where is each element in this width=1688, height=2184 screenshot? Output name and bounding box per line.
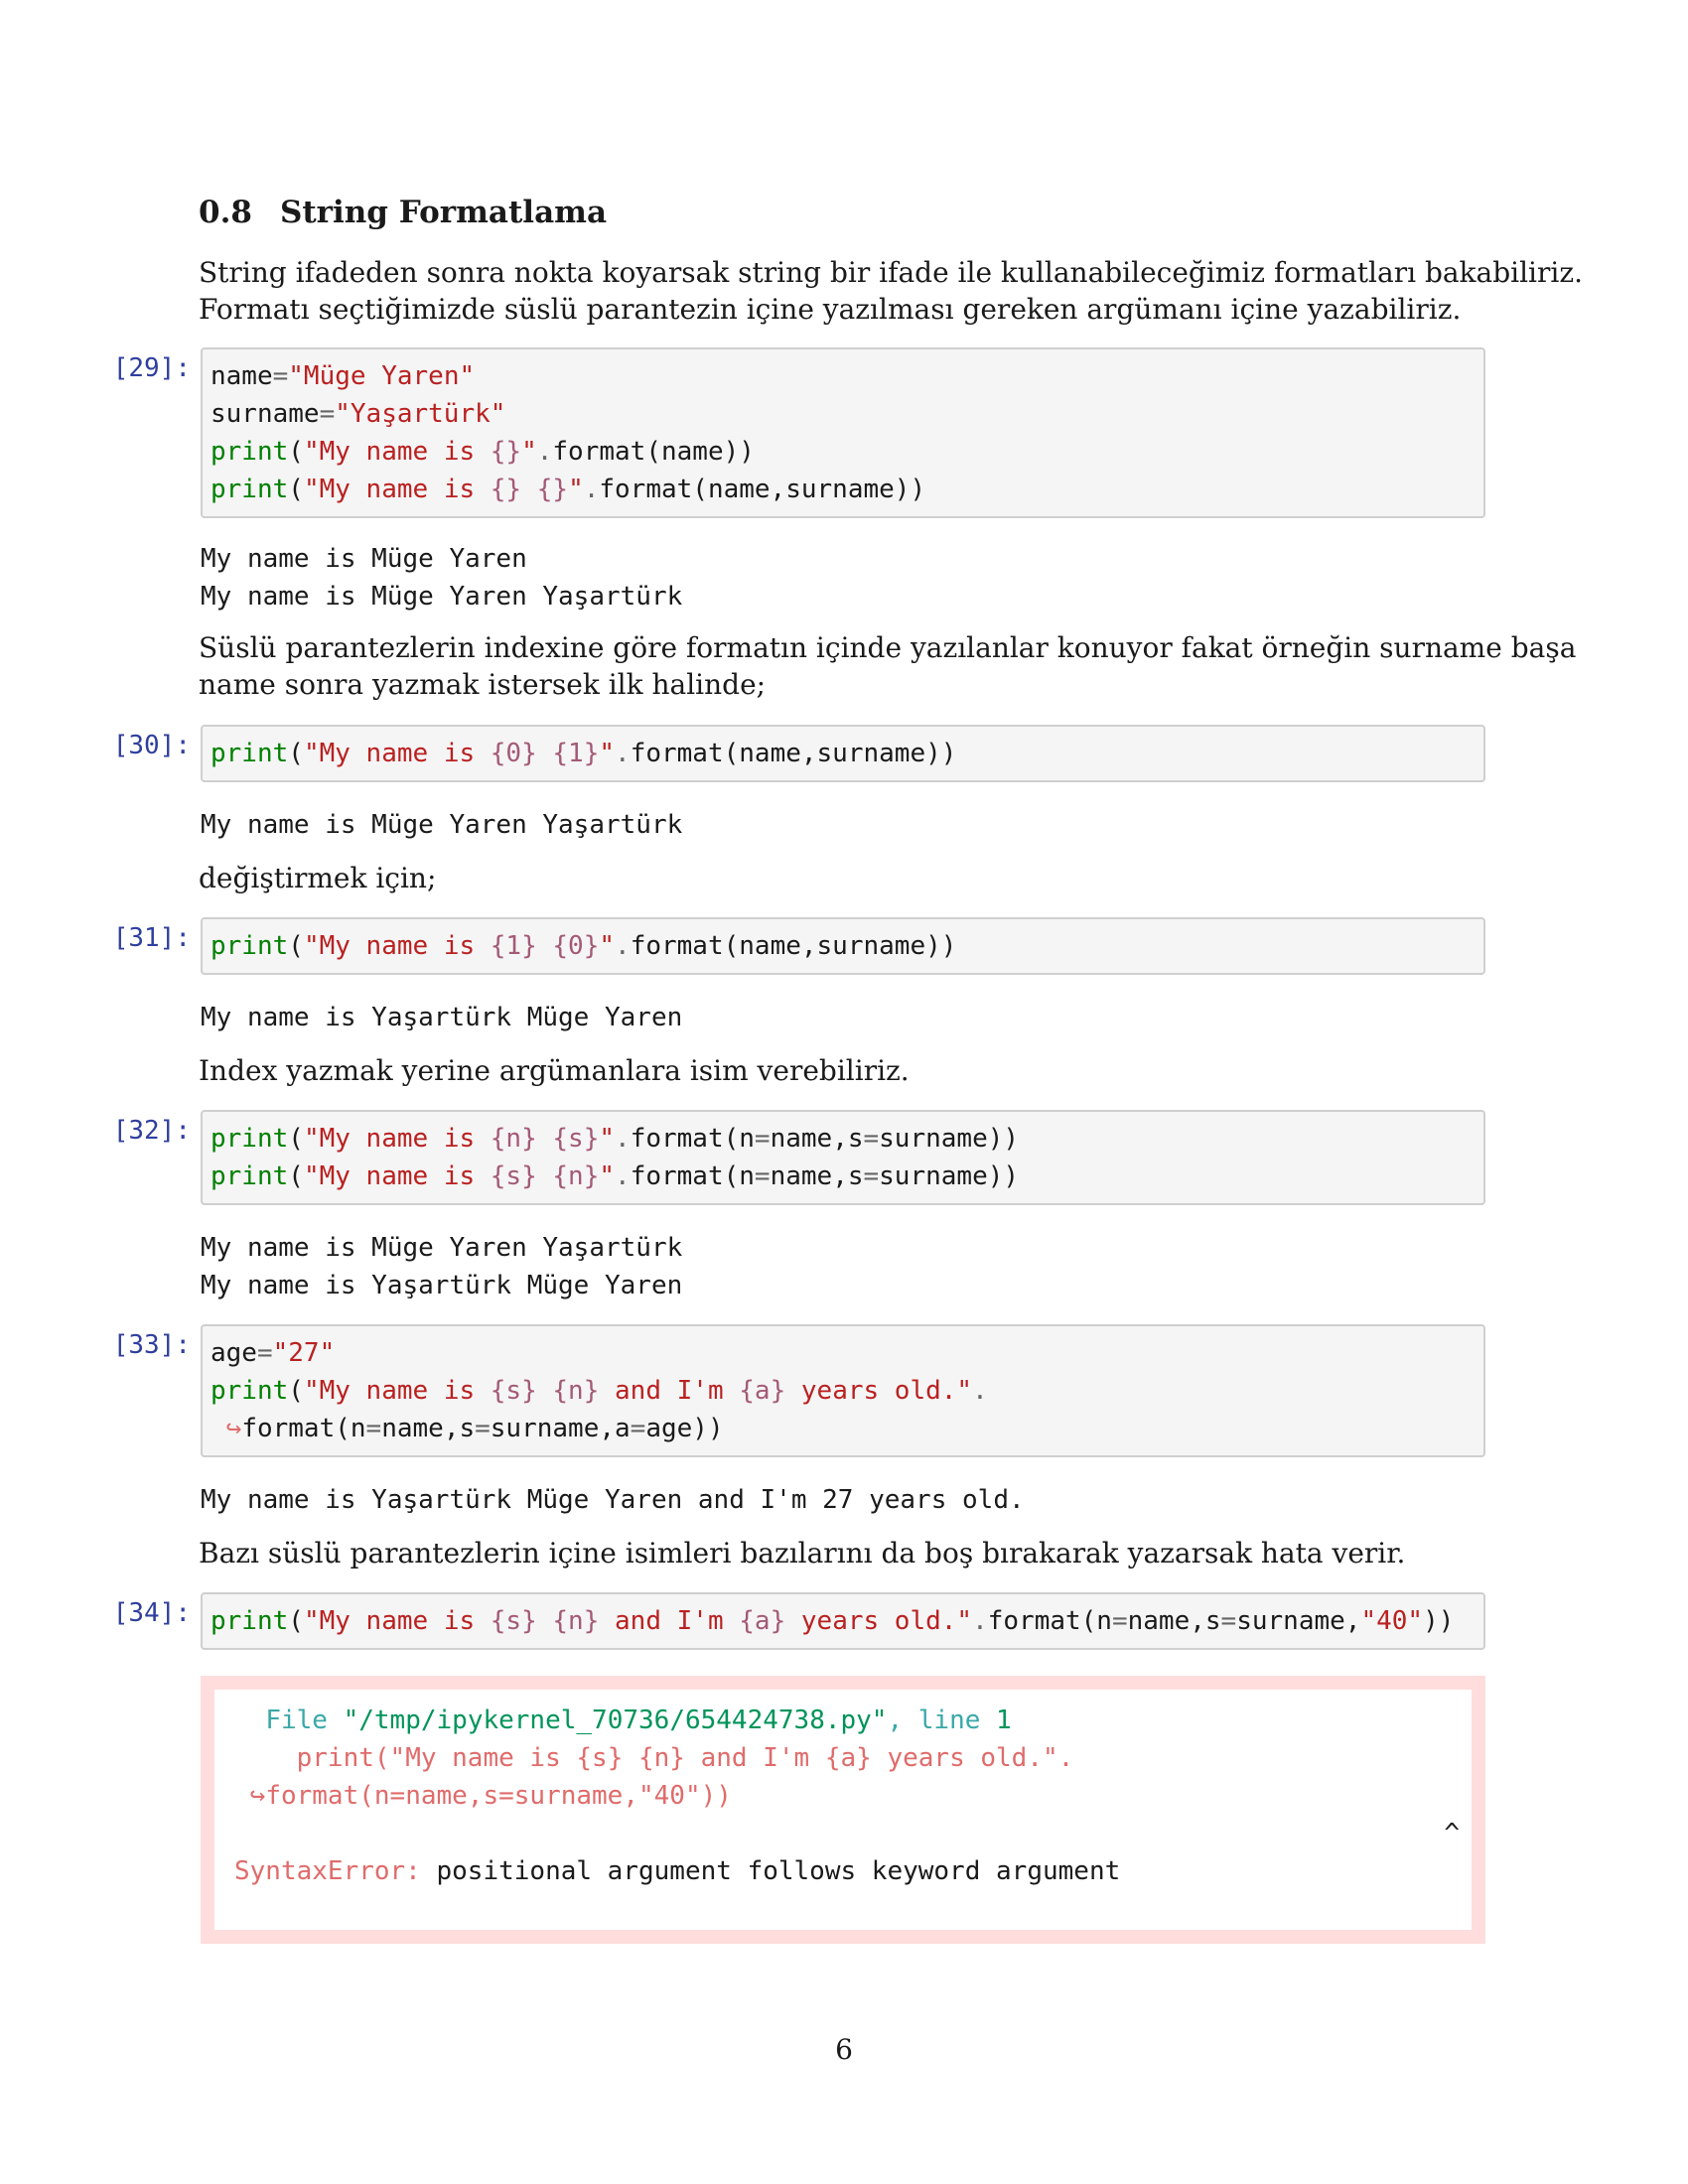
line-wrap-arrow-icon: ↪ bbox=[225, 1414, 242, 1443]
text-line: Index yazmak yerine argümanlara isim verebiliriz. bbox=[199, 1054, 910, 1087]
text-line: Süslü parantezlerin indexine göre formatın içinde yazılanlar konuyor fakat örneğin surname başa bbox=[199, 631, 1577, 664]
line-wrap-arrow-icon: ↪ bbox=[249, 1781, 266, 1811]
output-line: My name is Yaşartürk Müge Yaren bbox=[201, 1271, 683, 1300]
cell-prompt-33: [33]: bbox=[112, 1330, 191, 1360]
text-paragraph-4 bbox=[199, 1535, 1485, 1571]
text-paragraph-3 bbox=[199, 1052, 1485, 1089]
output-30 bbox=[201, 806, 682, 844]
section-title: String Formatlama bbox=[279, 195, 608, 230]
traceback-file-line: File "/tmp/ipykernel_70736/654424738.py", line 1 bbox=[265, 1706, 1012, 1735]
output-31 bbox=[201, 999, 682, 1036]
text-line: name sonra yazmak istersek ilk halinde; bbox=[199, 668, 767, 701]
text-line: Bazı süslü parantezlerin içine isimleri bazılarını da boş bırakarak yazarsak hata verir. bbox=[199, 1537, 1406, 1570]
cell-prompt-29: [29]: bbox=[112, 353, 191, 383]
code-cell-32[interactable]: print("My name is {n} {s}".format(n=name,s=surname)) print("My name is {s} {n}".format(n=name,s=surname)) bbox=[201, 1110, 1485, 1205]
output-line: My name is Müge Yaren Yaşartürk bbox=[201, 810, 683, 840]
output-line: My name is Müge Yaren bbox=[201, 544, 527, 574]
code-cell-30[interactable]: print("My name is {0} {1}".format(name,surname)) bbox=[201, 725, 1485, 782]
text-line: değiştirmek için; bbox=[199, 862, 437, 894]
error-traceback bbox=[214, 1690, 1472, 1930]
traceback-code-continuation: ↪format(n=name,s=surname,"40")) bbox=[249, 1781, 732, 1811]
output-32 bbox=[201, 1229, 682, 1304]
cell-prompt-30: [30]: bbox=[112, 731, 191, 760]
cell-prompt-31: [31]: bbox=[112, 923, 191, 953]
cell-prompt-34: [34]: bbox=[112, 1598, 191, 1628]
output-line: My name is Müge Yaren Yaşartürk bbox=[201, 1233, 683, 1263]
output-line: My name is Müge Yaren Yaşartürk bbox=[201, 582, 683, 612]
code-cell-31[interactable]: print("My name is {1} {0}".format(name,surname)) bbox=[201, 917, 1485, 975]
section-heading bbox=[199, 195, 607, 230]
output-line: My name is Yaşartürk Müge Yaren and I'm 27 years old. bbox=[201, 1485, 1025, 1515]
intro-line-2: Formatı seçtiğimizde süslü parantezin içine yazılması gereken argümanı içine yazabiliriz. bbox=[199, 293, 1462, 326]
code-cell-29[interactable]: name="Müge Yaren" surname="Yaşartürk" print("My name is {}".format(name)) print("My name is {} {}".format(name,surname)) bbox=[201, 347, 1485, 518]
section-number: 0.8 bbox=[199, 195, 252, 230]
code-cell-33[interactable]: age="27" print("My name is {s} {n} and I'm {a} years old.". ↪format(n=name,s=surname,a=age)) bbox=[201, 1324, 1485, 1457]
text-paragraph-2 bbox=[199, 860, 1485, 896]
text-paragraph-1 bbox=[199, 629, 1577, 703]
intro-line-1: String ifadeden sonra nokta koyarsak string bir ifade ile kullanabileceğimiz formatları bakabiliriz. bbox=[199, 256, 1583, 289]
code-cell-34[interactable]: print("My name is {s} {n} and I'm {a} years old.".format(n=name,s=surname,"40")) bbox=[201, 1592, 1485, 1650]
intro-paragraph bbox=[199, 254, 1583, 328]
cell-prompt-32: [32]: bbox=[112, 1116, 191, 1146]
error-output bbox=[201, 1676, 1485, 1944]
error-caret: ^ bbox=[1444, 1819, 1460, 1848]
error-message-line: SyntaxError: positional argument follows keyword argument bbox=[234, 1856, 1121, 1886]
traceback-code-line: print("My name is {s} {n} and I'm {a} years old.". bbox=[296, 1743, 1074, 1773]
output-line: My name is Yaşartürk Müge Yaren bbox=[201, 1003, 683, 1032]
page-number: 6 bbox=[835, 2033, 853, 2066]
output-29 bbox=[201, 540, 682, 615]
output-33 bbox=[201, 1481, 1025, 1519]
